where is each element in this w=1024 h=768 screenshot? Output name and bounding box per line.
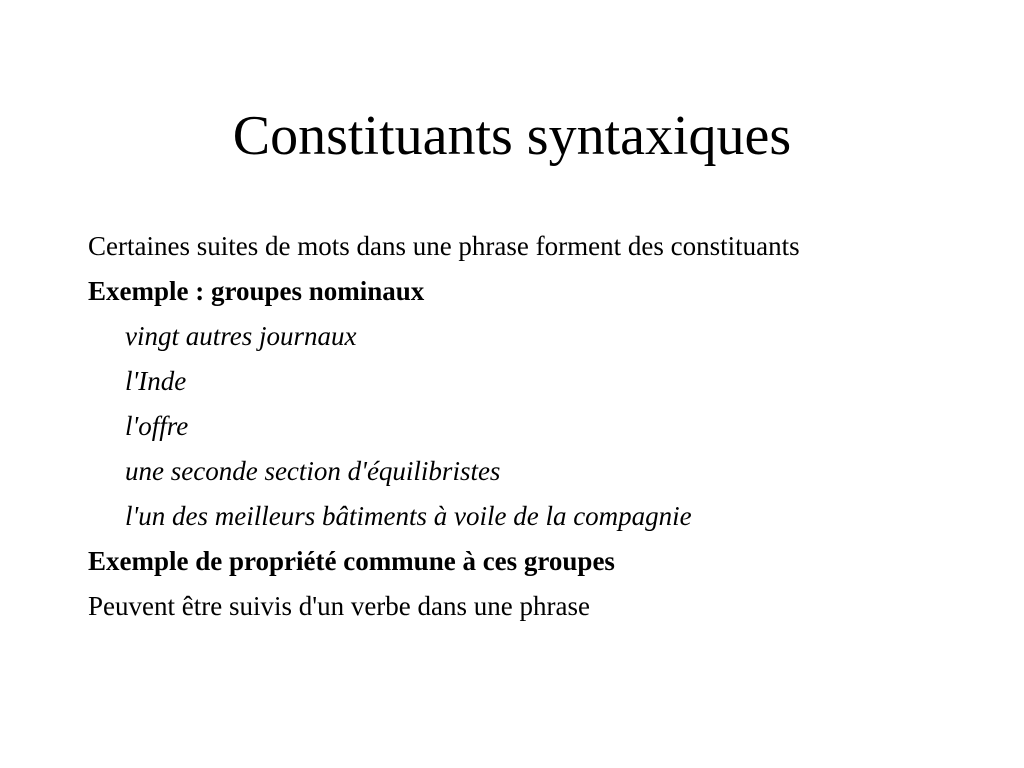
example-item: l'Inde (125, 366, 187, 396)
property-text: Peuvent être suivis d'un verbe dans une phrase (88, 591, 590, 621)
example-item: une seconde section d'équilibristes (125, 456, 501, 486)
example-item: vingt autres journaux (125, 321, 357, 351)
slide-body (88, 228, 948, 633)
example-heading: Exemple : groupes nominaux (88, 276, 425, 306)
intro-text: Certaines suites de mots dans une phrase forment des constituants (88, 231, 800, 261)
example-item: l'un des meilleurs bâtiments à voile de la compagnie (125, 501, 692, 531)
slide-title: Constituants syntaxiques (232, 105, 792, 167)
property-heading: Exemple de propriété commune à ces groupes (88, 546, 615, 576)
example-item: l'offre (125, 411, 189, 441)
